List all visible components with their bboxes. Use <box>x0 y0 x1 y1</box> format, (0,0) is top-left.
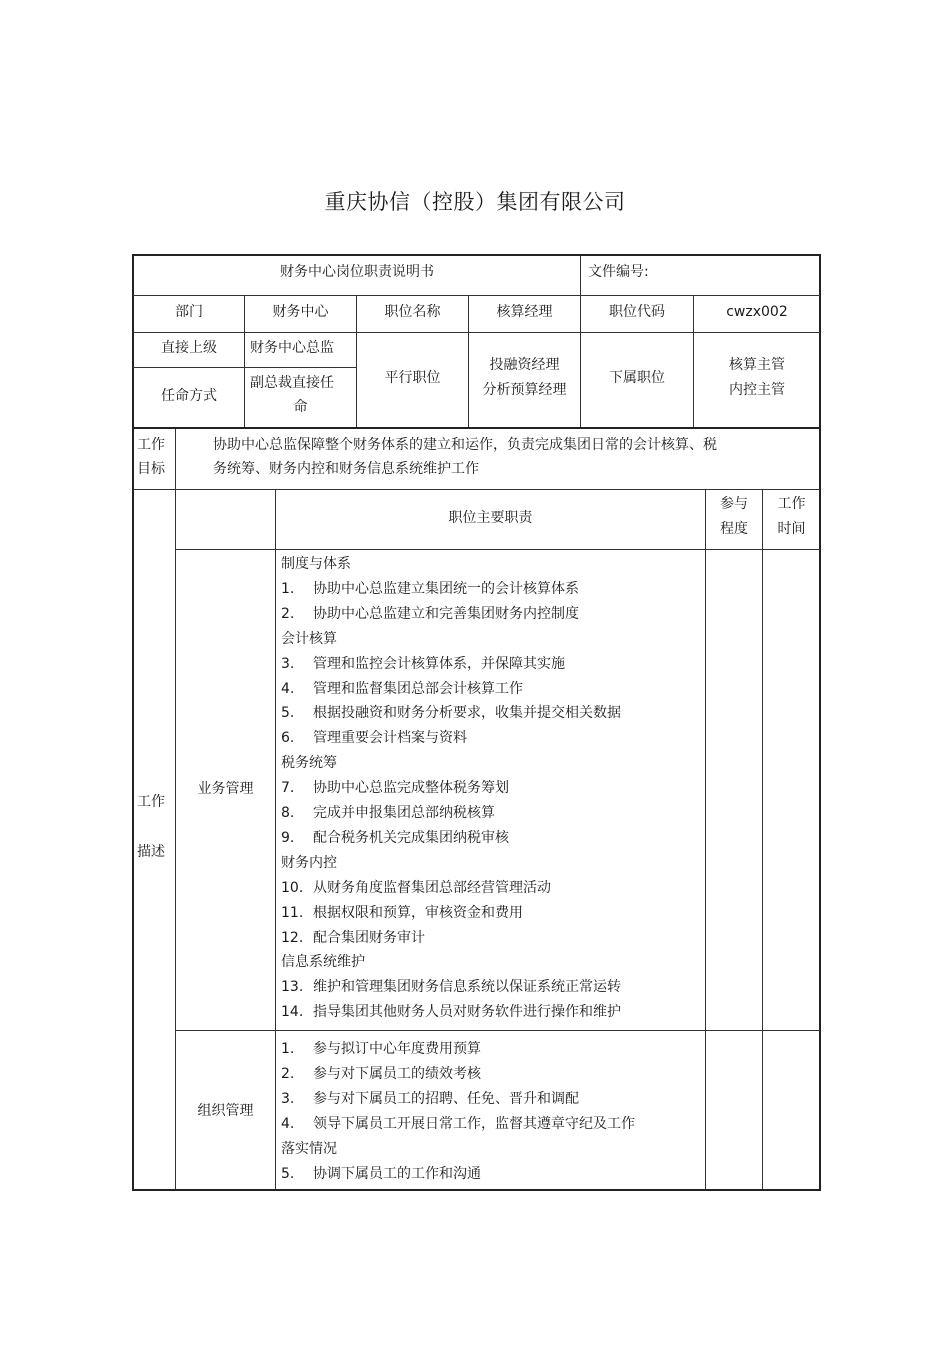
work-time-header: 时间 <box>777 521 806 537</box>
dept-value: 财务中心 <box>272 304 329 320</box>
position-value: 核算经理 <box>496 304 553 320</box>
duty-number: 8. <box>281 805 295 821</box>
duty-number: 4. <box>281 1115 295 1132</box>
duty-item <box>281 1137 337 1161</box>
peer-label: 平行职位 <box>384 370 441 386</box>
duty-text: 指导集团其他财务人员对财务软件进行操作和维护 <box>313 1004 621 1021</box>
duty-text: 根据投融资和财务分析要求，收集并提交相关数据 <box>313 705 621 722</box>
participation-header: 程度 <box>720 521 748 537</box>
duty-item <box>281 701 621 725</box>
duty-text: 管理重要会计档案与资料 <box>313 730 467 747</box>
row-divider <box>176 549 820 550</box>
duty-item <box>281 751 337 775</box>
dept-label: 部门 <box>175 304 203 320</box>
peer-value: 投融资经理 <box>489 357 560 373</box>
desc-label: 描述 <box>137 844 165 860</box>
row-divider <box>176 1030 820 1031</box>
duties-header: 职位主要职责 <box>448 510 533 526</box>
duty-item <box>281 826 509 850</box>
duty-text: 协助中心总监建立集团统一的会计核算体系 <box>313 580 579 597</box>
appoint-value: 副总裁直接任 <box>250 375 334 391</box>
goal-text: 协助中心总监保障整个财务体系的建立和运作，负责完成集团日常的会计核算、税 <box>213 437 717 453</box>
duty-number: 6. <box>281 730 295 747</box>
participation-header: 参与 <box>720 496 748 512</box>
row-divider <box>133 332 820 333</box>
work-time-header: 工作 <box>777 496 806 512</box>
duty-item <box>281 652 565 676</box>
duty-number: 3. <box>281 1090 295 1107</box>
code-value: cwzx002 <box>726 304 788 320</box>
business-label: 业务管理 <box>197 781 254 797</box>
col-divider <box>175 429 176 1189</box>
col-divider <box>580 256 581 427</box>
sub-value: 内控主管 <box>729 382 785 398</box>
company-title: 重庆协信（控股）集团有限公司 <box>324 190 626 214</box>
duty-text: 参与对下属员工的绩效考核 <box>313 1065 481 1082</box>
duty-text: 管理和监控会计核算体系，并保障其实施 <box>313 655 565 672</box>
duty-text: 从财务角度监督集团总部经营管理活动 <box>313 879 551 896</box>
duty-item <box>281 851 337 875</box>
sub-value: 核算主管 <box>729 357 785 373</box>
file-number-label: 文件编号: <box>588 264 649 280</box>
goal-label: 工作 <box>137 437 165 453</box>
duty-number: 2. <box>281 605 295 622</box>
row-divider <box>133 489 820 490</box>
duty-item <box>281 876 551 900</box>
goal-text: 务统筹、财务内控和财务信息系统维护工作 <box>213 461 479 477</box>
position-label: 职位名称 <box>384 304 441 320</box>
duty-number: 2. <box>281 1065 295 1082</box>
duty-number: 3. <box>281 655 295 672</box>
duty-text: 协助中心总监完成整体税务筹划 <box>313 780 509 797</box>
superior-label: 直接上级 <box>161 340 217 356</box>
duty-text: 信息系统维护 <box>281 954 365 971</box>
duty-text: 管理和监督集团总部会计核算工作 <box>313 680 523 697</box>
duty-number: 5. <box>281 705 295 722</box>
duty-item <box>281 926 425 950</box>
duty-number: 7. <box>281 780 295 797</box>
superior-value: 财务中心总监 <box>250 340 334 356</box>
row-divider <box>133 427 820 429</box>
duty-number: 1. <box>281 1041 295 1057</box>
duty-text: 会计核算 <box>281 630 337 647</box>
duty-item <box>281 901 523 925</box>
duty-item <box>281 975 621 999</box>
duty-item <box>281 602 579 626</box>
duty-number: 5. <box>281 1165 295 1182</box>
duty-number: 11. <box>281 904 304 921</box>
duty-text: 协调下属员工的工作和沟通 <box>313 1165 481 1182</box>
row-divider <box>133 295 820 296</box>
duty-text: 财务内控 <box>281 854 337 871</box>
duty-number: 4. <box>281 680 295 697</box>
duty-number: 12. <box>281 929 304 946</box>
duty-text: 维护和管理集团财务信息系统以保证系统正常运转 <box>313 979 621 996</box>
duty-text: 参与对下属员工的招聘、任免、晋升和调配 <box>313 1090 579 1107</box>
duty-item <box>281 1000 621 1024</box>
duty-item <box>281 577 579 601</box>
doc-name: 财务中心岗位职责说明书 <box>280 264 434 280</box>
duty-number: 10. <box>281 879 304 896</box>
duty-item <box>281 1087 579 1111</box>
duty-text: 配合税务机关完成集团纳税审核 <box>313 829 509 846</box>
goal-label: 目标 <box>137 461 165 477</box>
duty-text: 制度与体系 <box>281 556 351 572</box>
duty-text: 完成并申报集团总部纳税核算 <box>313 805 495 821</box>
duty-item <box>281 627 337 651</box>
peer-value: 分析预算经理 <box>482 382 567 398</box>
duty-number: 1. <box>281 580 295 597</box>
sub-label: 下属职位 <box>609 370 665 386</box>
duty-text: 配合集团财务审计 <box>313 929 425 946</box>
desc-label: 工作 <box>137 794 165 810</box>
col-divider <box>705 490 706 1189</box>
duty-item <box>281 1062 481 1086</box>
duty-number: 14. <box>281 1004 304 1021</box>
duty-text: 参与拟订中心年度费用预算 <box>313 1041 481 1057</box>
appoint-value: 命 <box>293 399 308 415</box>
duty-item <box>281 1162 481 1186</box>
duty-text: 根据权限和预算，审核资金和费用 <box>313 904 523 921</box>
col-divider <box>275 490 276 1189</box>
code-label: 职位代码 <box>609 304 665 320</box>
duty-text: 协助中心总监建立和完善集团财务内控制度 <box>313 605 579 622</box>
duty-text: 落实情况 <box>281 1140 337 1157</box>
appoint-label: 任命方式 <box>161 388 217 404</box>
duty-item <box>281 1037 481 1061</box>
duty-item <box>281 726 467 750</box>
col-divider <box>762 490 763 1189</box>
duty-item <box>281 1112 635 1136</box>
duty-item <box>281 552 351 576</box>
duty-number: 13. <box>281 979 304 996</box>
duty-item <box>281 801 495 825</box>
duty-text: 领导下属员工开展日常工作，监督其遵章守纪及工作 <box>313 1115 635 1132</box>
duty-item <box>281 950 365 974</box>
org-label: 组织管理 <box>197 1103 254 1119</box>
duty-text: 税务统筹 <box>281 755 337 772</box>
duty-item <box>281 677 523 701</box>
duty-item <box>281 776 509 800</box>
duty-number: 9. <box>281 829 295 846</box>
